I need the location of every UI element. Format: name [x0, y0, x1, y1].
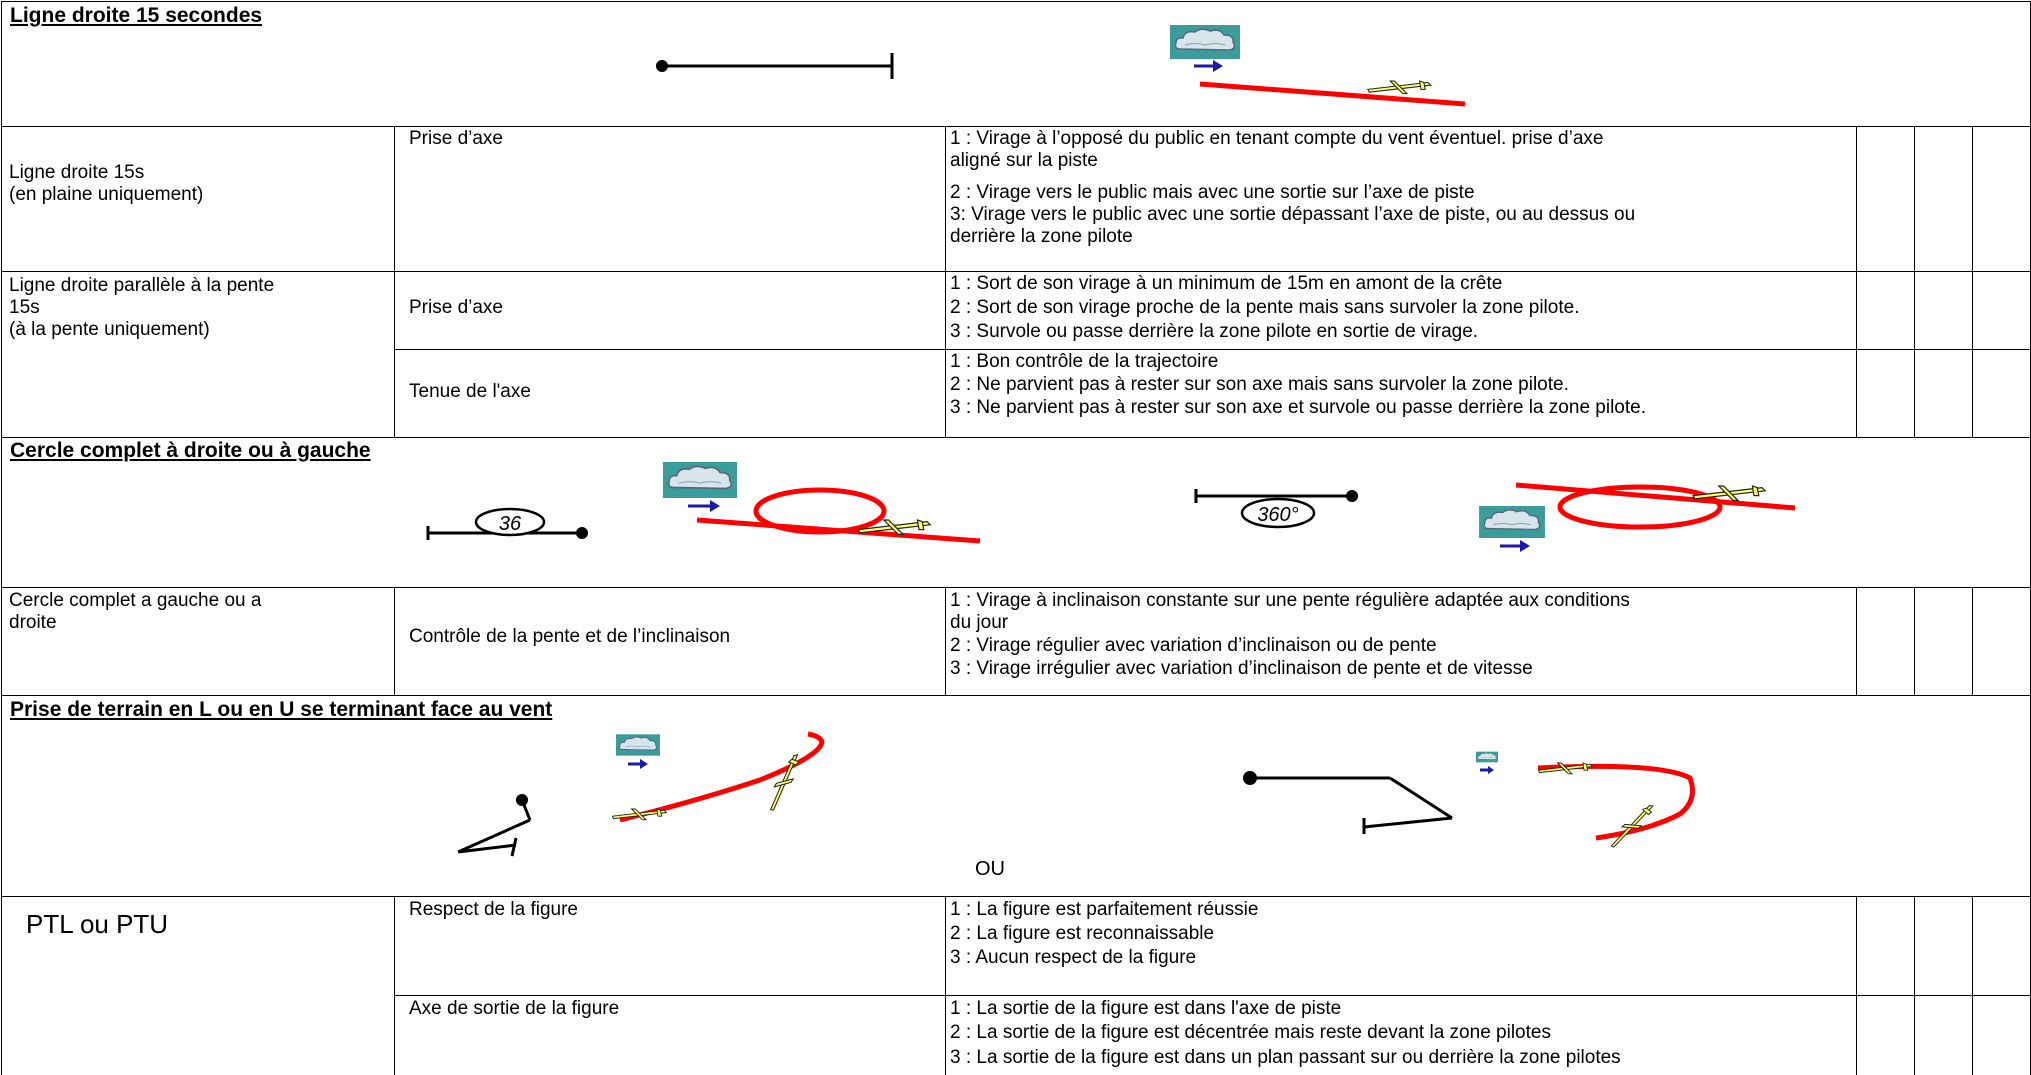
criterion-label: Prise d’axe — [409, 297, 503, 318]
cloud-wind-icon — [663, 462, 737, 512]
scale-line: 3 : Survole ou passe derrière la zone pilote en sortie de virage. — [950, 321, 1479, 342]
scale-line: 3: Virage vers le public avec une sortie dépassant l’axe de piste, ou au dessus ou — [950, 204, 1636, 225]
circle-symbol-right — [1196, 489, 1358, 527]
scale-line: aligné sur la piste — [950, 150, 1098, 171]
trajectory-line — [1538, 766, 1692, 838]
scale-line: 2 : Virage vers le public mais avec une sortie sur l’axe de piste — [950, 182, 1475, 203]
glider-icon — [1368, 81, 1431, 94]
criterion-label: Axe de sortie de la figure — [409, 998, 620, 1019]
section-title-prise-de-terrain: Prise de terrain en L ou en U se terminant face au vent — [10, 698, 553, 721]
scale-line: 1 : Sort de son virage à un minimum de 15m en amont de la crête — [950, 273, 1503, 294]
scale-line: 2 : Virage régulier avec variation d’inclinaison ou de pente — [950, 635, 1437, 656]
criterion-label: Prise d’axe — [409, 128, 503, 149]
cloud-wind-icon — [1170, 25, 1240, 72]
scale-line: derrière la zone pilote — [950, 226, 1133, 247]
scale-line: 1 : Virage à inclinaison constante sur une pente régulière adaptée aux conditions — [950, 590, 1630, 611]
scale-line: du jour — [950, 612, 1009, 633]
figure-name: Ligne droite 15s (en plaine uniquement) — [9, 162, 204, 205]
straight-line-symbol — [656, 53, 892, 79]
glider-icon — [612, 809, 666, 820]
circle-label: 36 — [498, 513, 522, 535]
cloud-wind-icon — [1479, 506, 1545, 552]
circle-trajectory — [756, 490, 884, 532]
scale-line: 2 : La figure est reconnaissable — [950, 923, 1215, 944]
scale-line: 2 : Ne parvient pas à rester sur son axe mais sans survoler la zone pilote. — [950, 374, 1569, 395]
scale-line: 3 : La sortie de la figure est dans un plan passant sur ou derrière la zone pilotes — [950, 1047, 1621, 1068]
scale-line: 3 : Aucun respect de la figure — [950, 947, 1197, 968]
circle-symbol-left — [428, 509, 588, 540]
or-label: OU — [975, 858, 1005, 880]
scale-line: 2 : La sortie de la figure est décentrée mais reste devant la zone pilotes — [950, 1022, 1551, 1043]
section-title-ligne-droite: Ligne droite 15 secondes — [10, 4, 263, 27]
glider-icon — [763, 753, 804, 812]
circle-label: 360° — [1257, 504, 1299, 526]
scale-line: 3 : Ne parvient pas à rester sur son axe et survole ou passe derrière la zone pilote. — [950, 397, 1646, 418]
cloud-wind-icon — [1476, 752, 1498, 774]
l-pattern-symbol — [458, 794, 530, 856]
figure-name: Ligne droite parallèle à la pente 15s (à la pente uniquement) — [9, 275, 275, 340]
scale-line: 2 : Sort de son virage proche de la pente mais sans survoler la zone pilote. — [950, 297, 1580, 318]
scale-line: 1 : Virage à l’opposé du public en tenant compte du vent éventuel. prise d’axe — [950, 128, 1604, 149]
scale-line: 3 : Virage irrégulier avec variation d’inclinaison de pente et de vitesse — [950, 658, 1533, 679]
scale-line: 1 : La sortie de la figure est dans l'axe de piste — [950, 998, 1342, 1019]
scale-line: 1 : Bon contrôle de la trajectoire — [950, 351, 1219, 372]
cloud-wind-icon — [616, 734, 660, 769]
u-pattern-symbol — [1243, 771, 1452, 834]
scale-line: 1 : La figure est parfaitement réussie — [950, 899, 1259, 920]
criterion-label: Contrôle de la pente et de l’inclinaison — [409, 626, 731, 647]
figure-name: Cercle complet a gauche ou a droite — [9, 590, 262, 633]
figure-name: PTL ou PTU — [26, 909, 169, 939]
section-title-cercle: Cercle complet à droite ou à gauche — [10, 439, 371, 462]
criterion-label: Respect de la figure — [409, 899, 578, 920]
criterion-label: Tenue de l'axe — [409, 381, 531, 402]
